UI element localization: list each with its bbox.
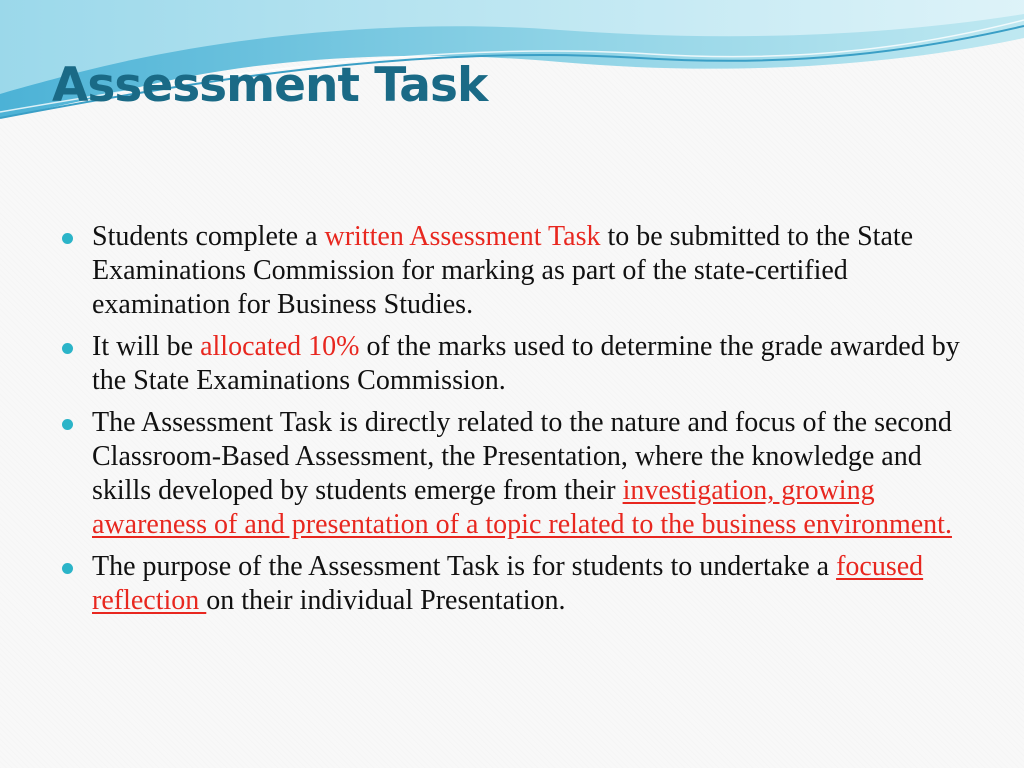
hyperlink[interactable]: investigation, growing awareness of and presentation of a topic related to the business environment. bbox=[92, 475, 952, 540]
slide-title: Assessment Task bbox=[52, 58, 488, 113]
bullet-text: The purpose of the Assessment Task is for students to undertake a bbox=[92, 551, 837, 582]
bullet-icon bbox=[62, 343, 73, 354]
bullet-text: to be submitted to the State Examinations Commission for marking as part of the state-certified examination for Business Studies. bbox=[92, 221, 914, 320]
bullet-text: It will be bbox=[92, 331, 201, 362]
bullet-item bbox=[62, 406, 962, 542]
bullet-icon bbox=[62, 419, 73, 430]
highlight-text: allocated 10% bbox=[200, 331, 360, 362]
bullet-item bbox=[62, 330, 962, 398]
bullet-text: Students complete a bbox=[92, 221, 325, 252]
bullet-item bbox=[62, 550, 962, 618]
bullet-text: of the marks used to determine the grade awarded by the State Examinations Commission. bbox=[92, 331, 960, 396]
bullet-item bbox=[62, 220, 962, 322]
bullet-list bbox=[62, 220, 962, 626]
bullet-icon bbox=[62, 233, 73, 244]
highlight-text: written Assessment Task bbox=[324, 221, 601, 252]
hyperlink[interactable]: focused reflection bbox=[92, 551, 924, 616]
bullet-text: on their individual Presentation. bbox=[206, 585, 566, 616]
bullet-icon bbox=[62, 563, 73, 574]
bullet-text: The Assessment Task is directly related to the nature and focus of the second Classroom-Based Assessment, the Presentation, where the knowledge and skills developed by students emerge from their bbox=[92, 407, 952, 506]
